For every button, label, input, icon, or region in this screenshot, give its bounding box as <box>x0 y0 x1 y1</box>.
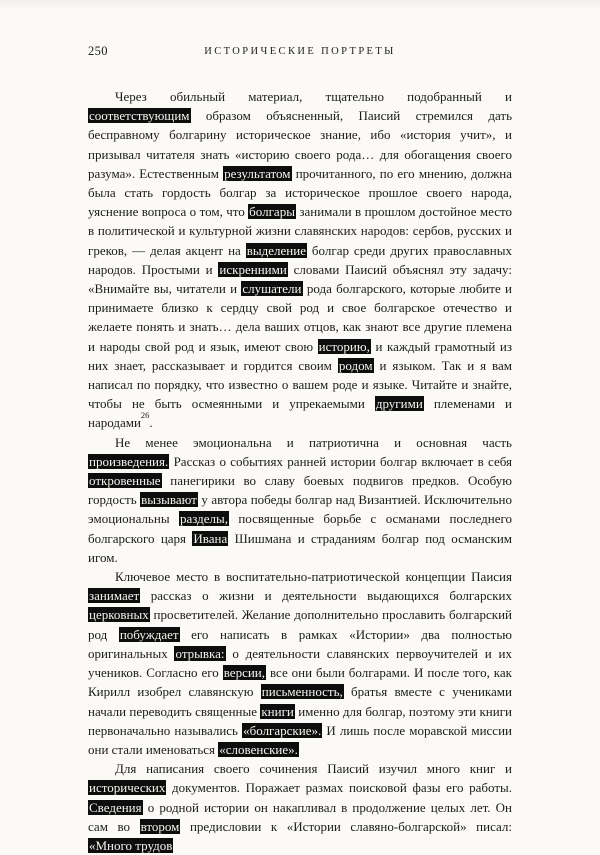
highlighted-text: соответствующим <box>89 108 190 124</box>
highlighted-text: версии, <box>223 665 266 681</box>
paragraph <box>88 759 512 855</box>
highlighted-text: искренними <box>219 261 287 277</box>
text-run: посвященные борьбе с османами последнего болгарского царя <box>88 511 512 546</box>
page-header <box>88 44 512 61</box>
paragraph <box>88 567 512 759</box>
highlighted-text: втором <box>140 818 180 834</box>
text-run: именно для болгар, поэтому эти книги первоначально назывались <box>88 703 513 738</box>
text-run: документов. Поражает размах поисковой фазы его работы. <box>166 780 512 796</box>
text-run: И лишь после моравской миссии они стали именоваться <box>88 722 512 757</box>
text-run: и каждый грамотный из них знает, рассказывает и гордится своим <box>88 338 512 373</box>
highlighted-text: выделение <box>246 242 306 258</box>
highlighted-text: Сведения <box>89 799 142 815</box>
text-run: панегирики во славу боевых подвигов предков. Особую гордость <box>88 473 512 508</box>
text-run: рода болгарского, которые любите и принимаете близко к сердцу свой род и свое болгарское отечество и желаете понять и знать… дела ваших отцов, как знают все другие племена и народы свой род и язык, имеют свою <box>88 281 512 354</box>
text-run: братья вместе с учениками начали переводить священные <box>88 684 512 719</box>
text-run: Ключевое место в воспитательно-патриотической концепции Паисия <box>115 569 512 585</box>
text-run: занимали в прошлом достойное место в политической и культурной жизни славянских народов: сербов, русских и греков, — делая акцент на <box>88 204 512 258</box>
highlighted-text: «словенские». <box>219 741 298 757</box>
text-run: образом объясненный, Паисий стремился дать бесправному болгарину историческое знание, ибо «история учит», и призывал читателя знать «историю своего рода… для обогащения своего разума». Естественным <box>88 108 512 181</box>
text-run: Через обильный материал, тщательно подобранный и <box>115 89 512 104</box>
text-run: все они были болгарами. И после того, как Кирилл изобрел славянскую <box>88 665 513 700</box>
text-run: прочитанного, по его мнению, должна была стать гордость болгар за историческое прошлое своего народа, уяснение вопроса о том, что <box>88 165 513 220</box>
text-run: рассказ о жизни и деятельности выдающихся болгарских <box>140 588 512 604</box>
highlighted-text: занимает <box>89 588 140 604</box>
text-run: Шишмана и страданиям болгар под османским игом. <box>88 530 512 565</box>
highlighted-text: Ивана <box>193 530 228 546</box>
highlighted-text: исторических <box>89 780 166 796</box>
highlighted-text: книги <box>261 703 294 719</box>
highlighted-text: «Много трудов <box>89 837 173 853</box>
text-run: . <box>149 415 153 431</box>
text-run: племенами и народами <box>88 396 512 431</box>
highlighted-text: «болгарские». <box>243 722 322 738</box>
highlighted-text: разделы, <box>179 511 228 527</box>
highlighted-text: церковных <box>89 607 149 623</box>
text-run: о деятельности славянских первоучителей и их учеников. Согласно его <box>88 645 512 681</box>
page-number: 250 <box>88 44 108 58</box>
text-run: Не менее эмоциональна и патриотична и основная часть <box>115 434 512 450</box>
text-run: у автора победы болгар над Византией. Исключительно эмоциональны <box>88 492 512 527</box>
text-run: просветителей. Желание дополнительно прославить болгарский род <box>88 607 512 642</box>
text-run: его написать в рамках «Истории» два полностью оригинальных <box>88 626 512 661</box>
highlighted-text: результатом <box>224 165 291 181</box>
highlighted-text: историю, <box>318 338 370 354</box>
highlighted-text: побуждает <box>119 626 179 642</box>
text-run: Для написания своего сочинения Паисий изучил много книг и <box>115 761 512 777</box>
paragraph <box>88 87 512 433</box>
highlighted-text: родом <box>338 357 373 373</box>
paragraph <box>88 433 512 567</box>
text-run: и языком. Так и я вам написал по порядку, что известно о вашем роде и языке. Читайте и знайте, чтобы не быть осмеянными и упрекаемыми <box>88 357 513 412</box>
highlighted-text: письменность, <box>261 684 343 700</box>
text-run: Рассказ о событиях ранней истории болгар включает в себя <box>169 453 512 469</box>
highlighted-text: болгары <box>249 204 295 220</box>
text-run: предисловии к «Истории славяно-болгарской» писал: <box>180 818 512 834</box>
highlighted-text: другими <box>375 396 423 412</box>
highlighted-text: произведения. <box>89 453 169 469</box>
highlighted-text: слушатели <box>242 281 302 297</box>
highlighted-text: откровенные <box>89 473 161 489</box>
text-run: о родной истории он накапливал в продолжение целых лет. Он сам во <box>88 799 512 834</box>
footnote-ref: 26 <box>140 410 150 421</box>
highlighted-text: отрывка: <box>175 645 225 661</box>
page-body <box>88 87 512 855</box>
text-run: болгар среди других православных народов. Простыми и <box>88 242 512 277</box>
text-run: словами Паисий объяснял эту задачу: «Внимайте вы, читатели и <box>88 261 512 297</box>
running-title: ИСТОРИЧЕСКИЕ ПОРТРЕТЫ <box>204 46 396 57</box>
highlighted-text: вызывают <box>141 492 197 508</box>
